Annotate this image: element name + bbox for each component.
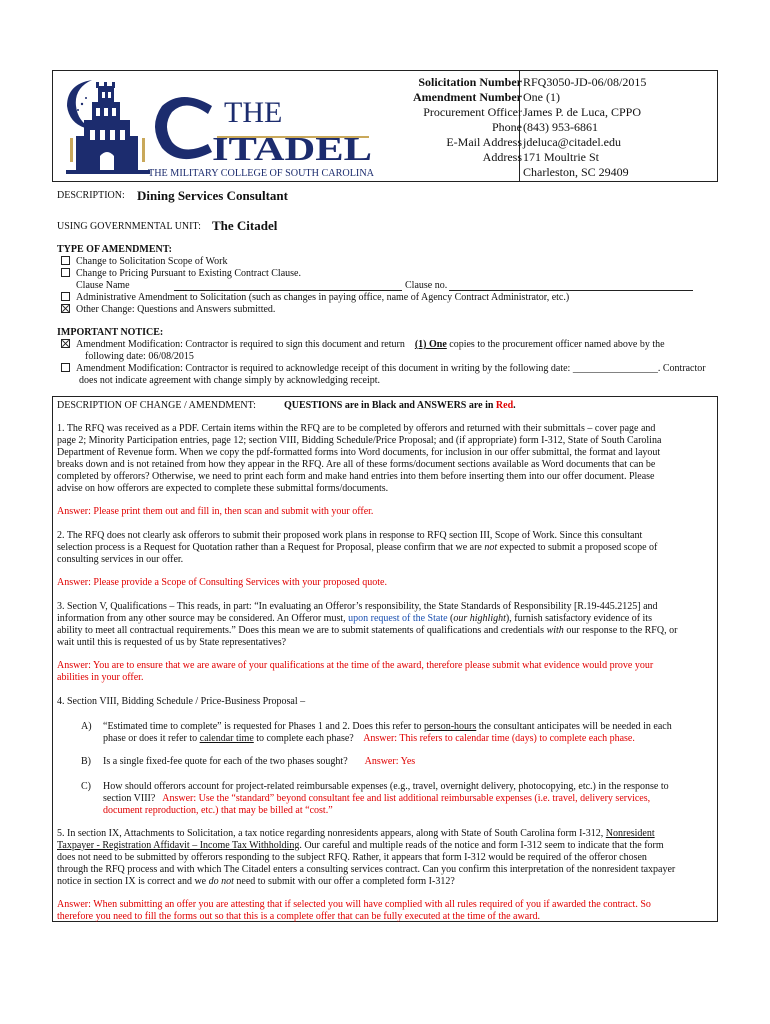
notice-sign-date: following date: 06/08/2015 <box>85 351 194 362</box>
q1-line6: advise on how offerors are expected to complete these submittal forms/documents. <box>57 483 389 494</box>
amendment-option-pricing[interactable]: Change to Pricing Pursuant to Existing Contract Clause. <box>61 268 301 280</box>
q5-line4: through the RFQ process and with which The Citadel enters a consulting services contract. Can you confirm this interpretation of the nonresident taxpayer <box>57 864 676 875</box>
q4-intro: 4. Section VIII, Bidding Schedule / Price-Business Proposal – <box>57 696 306 707</box>
checkbox-sign-checked[interactable] <box>61 339 70 348</box>
amendment-option-other[interactable]: Other Change: Questions and Answers submitted. <box>61 304 275 316</box>
checkbox-acknowledge[interactable] <box>61 363 70 372</box>
q3-answer-line1: Answer: You are to ensure that we are aware of your qualifications at the time of the award, therefore please submit what evidence would prove your <box>57 660 654 671</box>
amendment-number-label: Amendment Number <box>413 90 522 104</box>
q3-line3: ability to meet all contractual requirements.” Does this mean we are to submit statements of qualifications and credentials with our response to the RFQ, or <box>57 625 678 636</box>
phone-value: (843) 953-6861 <box>523 120 598 134</box>
q5-line3: does not need to be submitted by offerors responding to the subject RFQ. Rather, it appears that form I-312 would be required of the offeror chosen <box>57 852 647 863</box>
procurement-officer-value: James P. de Luca, CPPO <box>523 105 641 119</box>
q3-line2: information from any other source may be considered. An Offeror must, upon request of the State (our highlight), furnish satisfactory evidence of its <box>57 613 652 624</box>
q3-answer-line2: abilities in your offer. <box>57 672 144 683</box>
notice-item-acknowledge[interactable]: Amendment Modification: Contractor is required to acknowledge receipt of this document in writing by the following date: _________________. Contractor <box>61 363 706 375</box>
q2-answer: Answer: Please provide a Scope of Consulting Services with your proposed quote. <box>57 577 387 588</box>
qa-legend: QUESTIONS are in Black and ANSWERS are in Red. <box>284 400 516 411</box>
address-label: Address <box>482 150 522 164</box>
svg-text:ITADEL: ITADEL <box>212 131 372 168</box>
clause-no-label: Clause no. <box>405 280 448 291</box>
address-line1: 171 Moultrie St <box>523 150 600 164</box>
change-label: DESCRIPTION OF CHANGE / AMENDMENT: <box>57 400 256 411</box>
notice-heading: IMPORTANT NOTICE: <box>57 327 164 338</box>
procurement-officer-label: Procurement Officer <box>423 105 522 119</box>
q4a-label: A) <box>81 721 92 732</box>
logo-tagline: THE MILITARY COLLEGE OF SOUTH CAROLINA <box>148 168 375 178</box>
q2-line3: consulting services in our offer. <box>57 554 184 565</box>
q5-answer-line2: therefore you need to fill the forms out so that this is a complete offer that can be fully executed at the time of the award. <box>57 911 540 922</box>
q4a-line2: phase or does it refer to calendar time to complete each phase? Answer: This refers to calendar time (days) to complete each phase. <box>103 733 635 744</box>
q3-line4: wait until this is requested of us by State representatives? <box>57 637 287 648</box>
q1-line3: Department of Revenue form. When we copy the pdf-formatted forms into Word documents, for inclusion in our offer submittal, the format and layout <box>57 447 661 458</box>
email-value: jdeluca@citadel.edu <box>523 135 622 149</box>
q1-line1: 1. The RFQ was received as a PDF. Certain items within the RFQ are to be completed by offerors and returned with their submittals – cover page and <box>57 423 656 434</box>
amendment-option-scope[interactable]: Change to Solicitation Scope of Work <box>61 256 228 268</box>
email-label: E-Mail Address <box>446 135 522 149</box>
citadel-logo <box>62 76 382 178</box>
q5-line5: notice in section IX is correct and we do not need to submit with our offer a completed form I-312? <box>57 876 455 887</box>
q1-line2: page 2; Minority Participation entries, page 12; section VIII, Bidding Schedule/Price Proposal; and (if appropriate) form I-312, State of South Carolina <box>57 435 662 446</box>
q5-line1: 5. In section IX, Attachments to Solicitation, a tax notice regarding nonresidents appears, along with State of South Carolina form I-312, Nonresident <box>57 828 655 839</box>
q4b-line1: Is a single fixed-fee quote for each of the two phases sought? Answer: Yes <box>103 756 416 767</box>
notice-acknowledge-cont: does not indicate agreement with change simply by acknowledging receipt. <box>79 375 381 386</box>
phone-label: Phone <box>492 120 522 134</box>
checkbox-scope[interactable] <box>61 256 70 265</box>
q1-line4: breaks down and is not retained from how they appear in the RFQ. Are all of these forms/document sections available as Word documents that can be <box>57 459 656 470</box>
q5-answer-line1: Answer: When submitting an offer you are attesting that if selected you will have complied with all rules required of you if awarded the contract. So <box>57 899 651 910</box>
amendment-option-admin[interactable]: Administrative Amendment to Solicitation (such as changes in paying office, name of Agency Contract Administrator, etc.) <box>61 292 569 304</box>
logo-wordmark-the: THE <box>224 96 283 129</box>
q1-line5: completed by offerors? Otherwise, we need to print each form and make hand entries into them before inserting them into our offer document. Please <box>57 471 655 482</box>
description-label: DESCRIPTION: <box>57 190 125 201</box>
q2-line2: selection process is a Request for Quotation rather than a Request for Proposal, please confirm that we are not expected to submit a proposed scope of <box>57 542 658 553</box>
solicitation-number-value: RFQ3050-JD-06/08/2015 <box>523 75 647 89</box>
q4c-line1: How should offerors account for project-related reimbursable expenses (e.g., travel, overnight delivery, photocopying, etc.) in the response to <box>103 781 669 792</box>
unit-label: USING GOVERNMENTAL UNIT: <box>57 221 201 232</box>
notice-item-sign[interactable]: Amendment Modification: Contractor is required to sign this document and return (1) One copies to the procurement officer named above by the <box>61 339 665 351</box>
clause-name-field[interactable] <box>174 290 402 291</box>
amendment-number-value: One (1) <box>523 90 560 104</box>
clause-name-label: Clause Name <box>76 280 130 291</box>
q4c-line2: section VIII? Answer: Use the “standard” beyond consultant fee and list additional reimbursable expenses (i.e. travel, delivery services, <box>103 793 651 804</box>
q4c-line3: document reproduction, etc.) that may be billed at “cost.” <box>103 805 333 816</box>
q3-line1: 3. Section V, Qualifications – This reads, in part: “In evaluating an Offeror’s responsibility, the State Standards of Responsibility [R.19-445.2125] and <box>57 601 658 612</box>
q5-line2: Taxpayer - Registration Affidavit – Income Tax Withholding. Our careful and multiple reads of the notice and form I-312 seem to indicate that the form <box>57 840 664 851</box>
address-line2: Charleston, SC 29409 <box>523 165 629 179</box>
checkbox-other-checked[interactable] <box>61 304 70 313</box>
citadel-emblem-icon <box>62 76 382 178</box>
q2-line1: 2. The RFQ does not clearly ask offerors to submit their proposed work plans in response to RFQ section III, Scope of Work. Since this consultant <box>57 530 643 541</box>
unit-value: The Citadel <box>212 218 278 233</box>
solicitation-number-label: Solicitation Number <box>418 75 522 89</box>
q4a-line1: “Estimated time to complete” is requested for Phases 1 and 2. Does this refer to person-hours the consultant anticipates will be needed in each <box>103 721 672 732</box>
description-value: Dining Services Consultant <box>137 188 288 203</box>
clause-no-field[interactable] <box>449 290 693 291</box>
q4c-label: C) <box>81 781 91 792</box>
q4b-label: B) <box>81 756 91 767</box>
amendment-type-heading: TYPE OF AMENDMENT: <box>57 244 172 255</box>
q1-answer: Answer: Please print them out and fill in, then scan and submit with your offer. <box>57 506 374 517</box>
checkbox-admin[interactable] <box>61 292 70 301</box>
checkbox-pricing[interactable] <box>61 268 70 277</box>
